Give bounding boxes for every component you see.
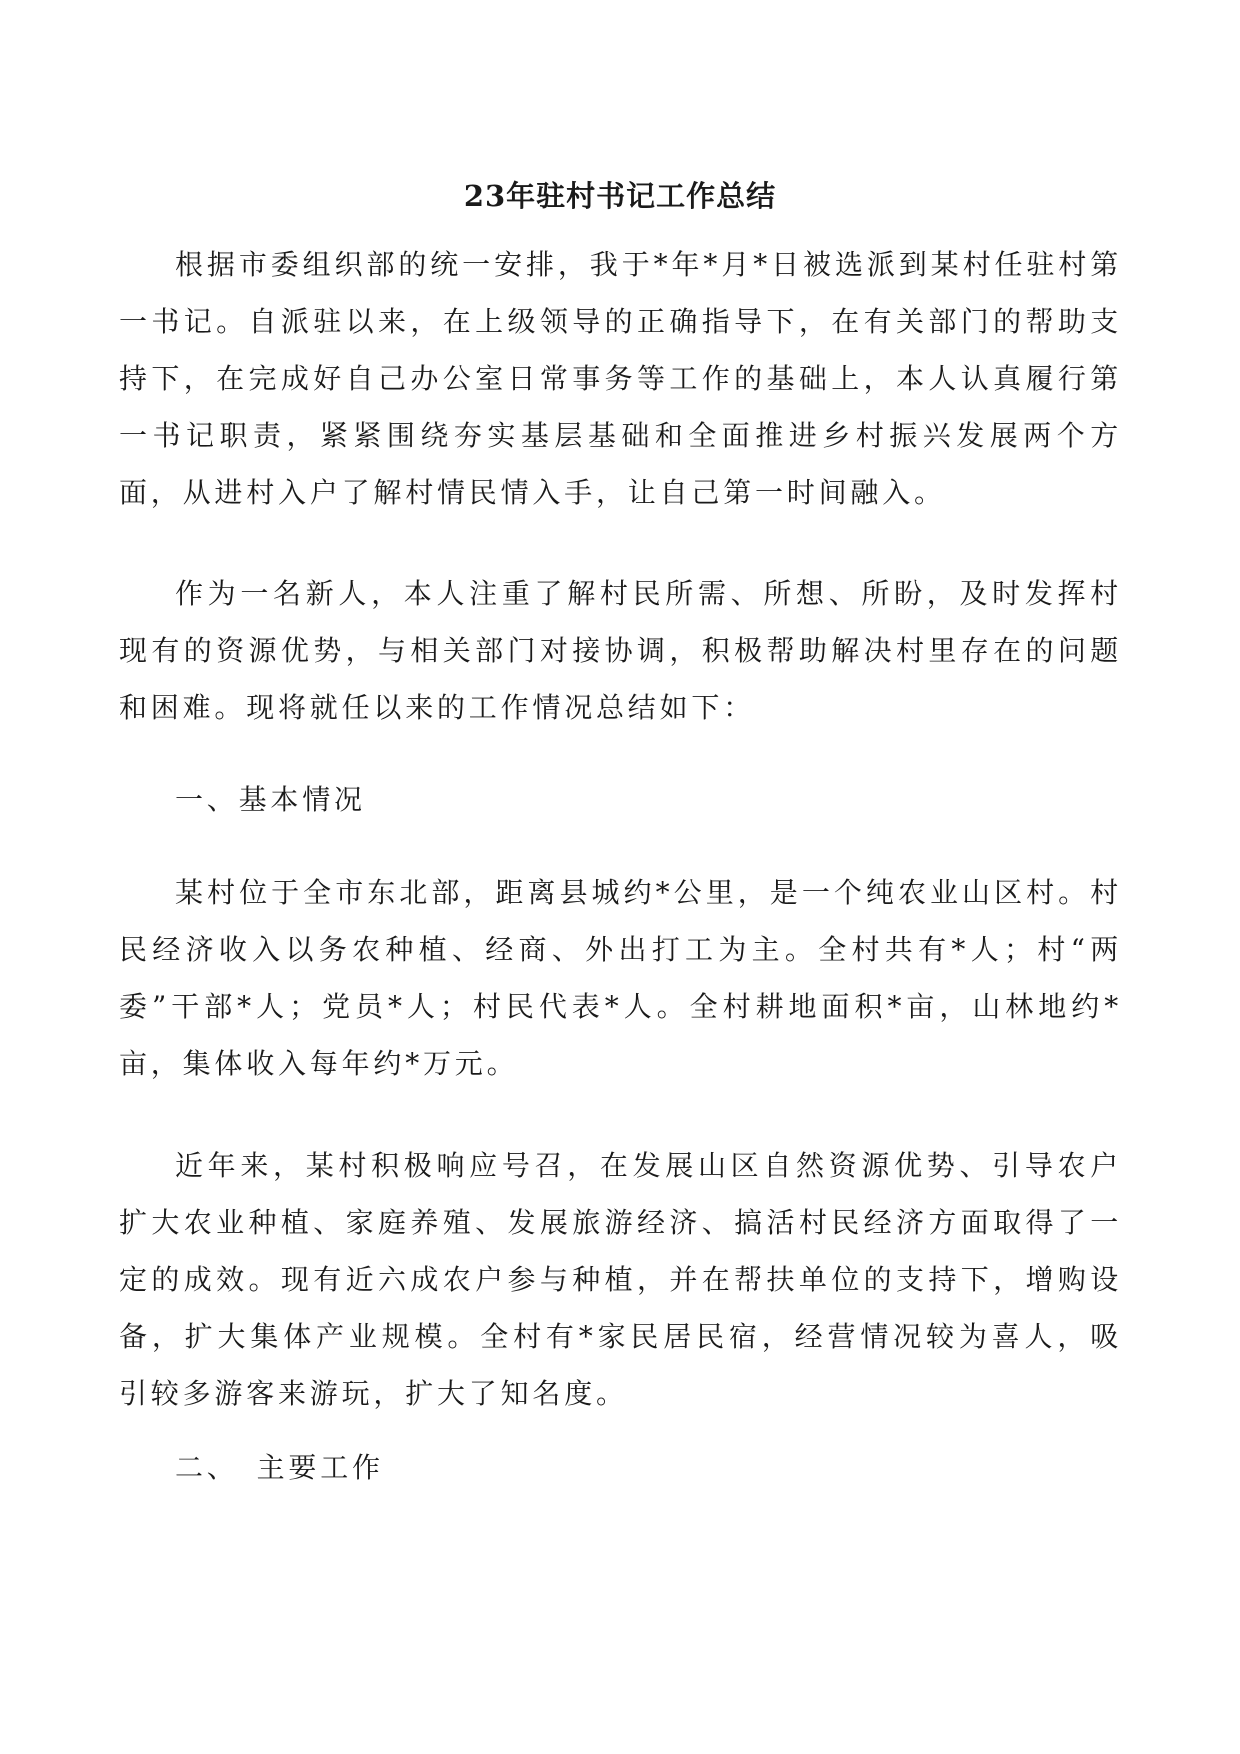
section-text: 基本情况	[238, 783, 366, 816]
document-title: 23年驻村书记工作总结	[463, 179, 777, 213]
section-number: 一、	[175, 783, 239, 816]
paragraph-recent-years: 近年来，某村积极响应号召，在发展山区自然资源优势、引导农户扩大农业种植、家庭养殖、发展旅游经济、搞活村民经济方面取得了一定的成效。现有近六成农户参与种植，并在帮扶单位的支持下，增购设备，扩大集体产业规模。全村有*家民居民宿，经营情况较为喜人，吸引较多游客来游玩，扩大了知名度。	[119, 1149, 1122, 1410]
section-heading-basic	[175, 780, 366, 820]
section-number: 二、	[175, 1451, 239, 1484]
section-text: 主要工作	[256, 1451, 384, 1484]
section-heading-main-work	[175, 1448, 384, 1488]
paragraph-preface: 作为一名新人，本人注重了解村民所需、所想、所盼，及时发挥村现有的资源优势，与相关部门对接协调，积极帮助解决村里存在的问题和困难。现将就任以来的工作情况总结如下：	[119, 577, 1122, 724]
paragraph-basic-info: 某村位于全市东北部，距离县城约*公里，是一个纯农业山区村。村民经济收入以务农种植、经商、外出打工为主。全村共有*人；村“两委”干部*人；党员*人；村民代表*人。全村耕地面积*亩，山林地约*亩，集体收入每年约*万元。	[119, 876, 1122, 1080]
paragraph-intro: 根据市委组织部的统一安排，我于*年*月*日被选派到某村任驻村第一书记。自派驻以来，在上级领导的正确指导下，在有关部门的帮助支持下，在完成好自己办公室日常事务等工作的基础上，本人认真履行第一书记职责，紧紧围绕夯实基层基础和全面推进乡村振兴发展两个方面，从进村入户了解村情民情入手，让自己第一时间融入。	[119, 248, 1122, 509]
